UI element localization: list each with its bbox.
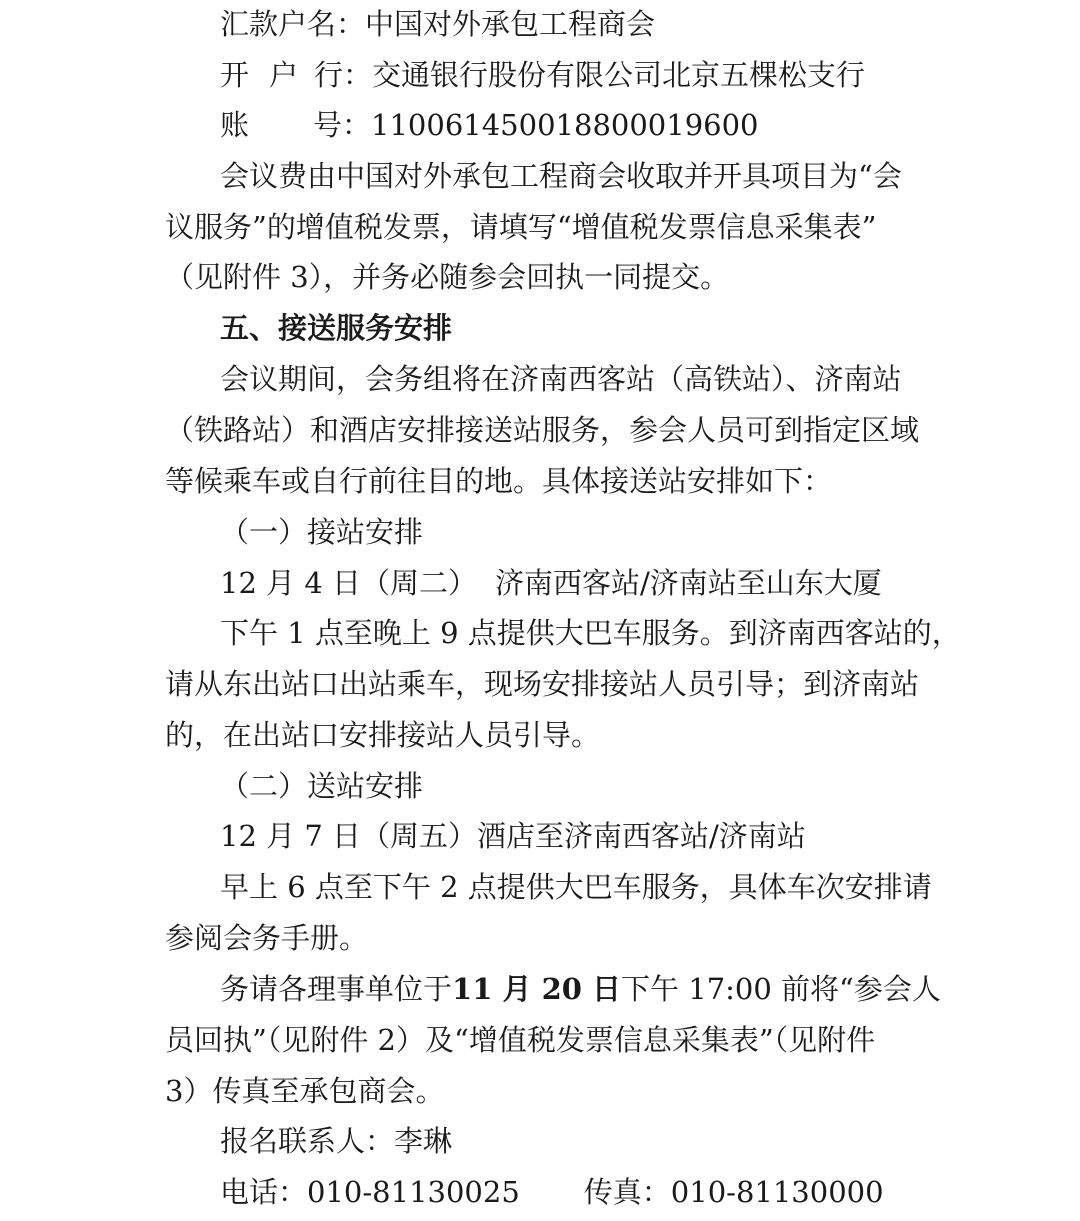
account-name-line [220, 6, 655, 42]
dropoff-date-line: 12 月 7 日（周五）酒店至济南西客站/济南站 [220, 819, 806, 853]
bank-label-char1: 开 [220, 58, 250, 92]
bank-line [220, 57, 865, 93]
phone-label: 电话： [220, 1175, 308, 1209]
contact-phone-fax-line [220, 1174, 884, 1210]
deadline-prefix: 务请各理事单位于 [220, 972, 453, 1006]
section-5-intro-line-2: （铁路站）和酒店安排接送站服务，参会人员可到指定区域 [165, 413, 920, 447]
section-5-intro-line-3: 等候乘车或自行前往目的地。具体接送站安排如下： [165, 464, 833, 498]
section-5-heading: 五、接送服务安排 [220, 311, 453, 345]
fax-value: 010-81130000 [670, 1175, 884, 1209]
contact-person-name: 李琳 [394, 1124, 453, 1158]
pickup-route: 济南西客站/济南站至山东大厦 [495, 566, 882, 600]
section-5-intro-line-1: 会议期间，会务组将在济南西客站（高铁站）、济南站 [220, 362, 902, 396]
bank-label-char3: 行： [314, 58, 373, 92]
invoice-line-3: （见附件 3），并务必随参会回执一同提交。 [165, 260, 730, 294]
bank-label-char2: 户 [269, 58, 299, 92]
bank-value: 交通银行股份有限公司北京五棵松支行 [372, 58, 866, 92]
deadline-line-3: 3）传真至承包商会。 [165, 1074, 445, 1108]
dropoff-detail-line-1: 早上 6 点至下午 2 点提供大巴车服务，具体车次安排请 [220, 870, 932, 904]
deadline-date: 11 月 20 日 [452, 972, 622, 1006]
pickup-date-line [220, 565, 882, 601]
invoice-line-1: 会议费由中国对外承包工程商会收取并开具项目为“会 [220, 159, 902, 193]
account-name-value: 中国对外承包工程商会 [365, 7, 656, 41]
account-no-value: 110061450018800019600 [371, 108, 759, 142]
account-no-label-char2: 号： [313, 108, 372, 142]
invoice-line-2: 议服务”的增值税发票，请填写“增值税发票信息采集表” [165, 210, 877, 244]
pickup-heading: （一）接站安排 [220, 515, 424, 549]
pickup-detail-line-1: 下午 1 点至晚上 9 点提供大巴车服务。到济南西客站的， [220, 616, 961, 650]
account-no-label-char1: 账 [220, 108, 250, 142]
deadline-line-1 [220, 971, 941, 1007]
account-name-label: 汇款户名： [220, 7, 366, 41]
phone-value: 010-81130025 [307, 1175, 520, 1209]
deadline-line-2: 员回执”（见附件 2）及“增值税发票信息采集表”（见附件 [165, 1023, 876, 1057]
pickup-detail-line-3: 的，在出站口安排接站人员引导。 [165, 718, 601, 752]
dropoff-detail-line-2: 参阅会务手册。 [165, 921, 369, 955]
deadline-suffix: 下午 17:00 前将“参会人 [621, 972, 941, 1006]
dropoff-heading: （二）送站安排 [220, 769, 424, 803]
pickup-detail-line-2: 请从东出站口出站乘车，现场安排接站人员引导；到济南站 [165, 667, 920, 701]
fax-label: 传真： [583, 1175, 671, 1209]
contact-person-line [220, 1123, 452, 1159]
account-number-line [220, 107, 759, 143]
contact-person-label: 报名联系人： [220, 1124, 395, 1158]
pickup-date: 12 月 4 日（周二） [220, 566, 478, 600]
